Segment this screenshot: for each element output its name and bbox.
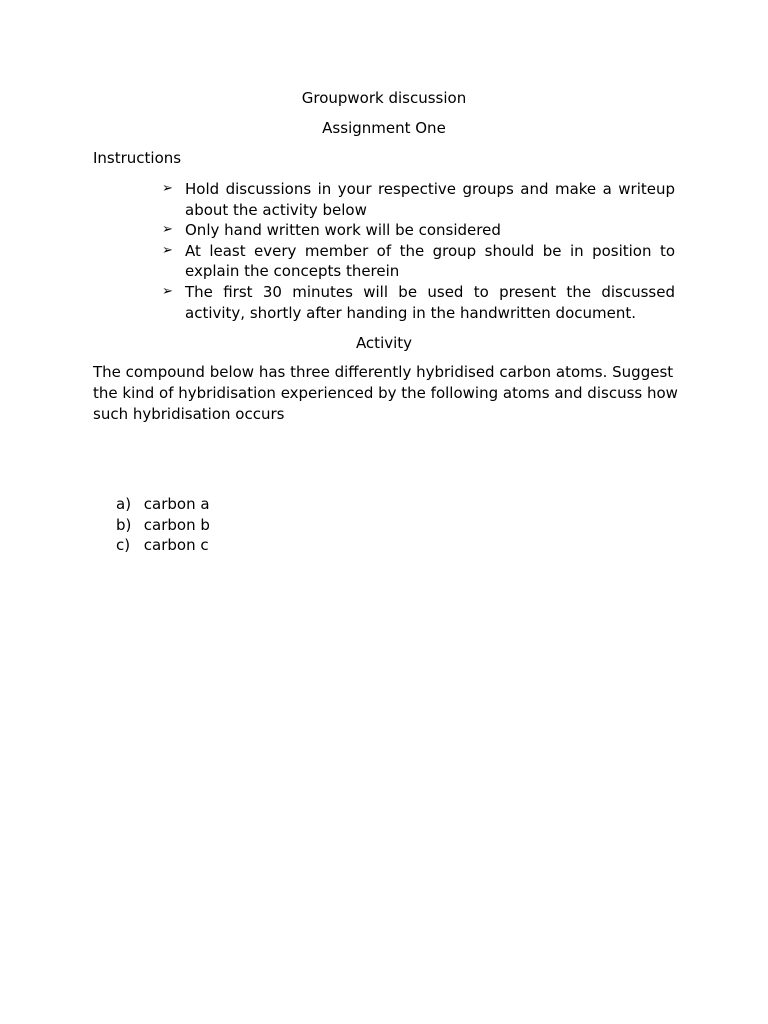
- instruction-item: [160, 282, 675, 323]
- instruction-text: Only hand written work will be considered: [185, 221, 501, 240]
- option-marker: a): [116, 495, 132, 513]
- option-item: [116, 494, 210, 515]
- option-marker: b): [116, 515, 132, 534]
- option-label: carbon b: [143, 515, 210, 534]
- instruction-item: [160, 220, 675, 241]
- arrow-bullet-icon: ➢: [162, 222, 173, 238]
- activity-description: The compound below has three differently hybridised carbon atoms. Suggest the kind of hybridisation experienced by the following atoms and discuss how such hybridisation occurs: [93, 363, 678, 424]
- arrow-bullet-icon: ➢: [162, 242, 173, 258]
- activity-heading: Activity: [355, 334, 413, 352]
- option-label: carbon a: [143, 495, 210, 513]
- document-title: Groupwork discussion: [301, 89, 467, 107]
- option-label: carbon c: [143, 536, 209, 555]
- instruction-item: [160, 179, 675, 220]
- instruction-text: At least every member of the group should be in position to explain the concepts therein: [185, 241, 675, 281]
- arrow-bullet-icon: ➢: [162, 181, 173, 196]
- assignment-subtitle: Assignment One: [322, 119, 446, 137]
- carbon-options-list: [116, 494, 210, 556]
- instructions-label: Instructions: [93, 149, 182, 167]
- instructions-list: [160, 179, 675, 323]
- option-marker: c): [116, 536, 131, 555]
- instruction-text: The first 30 minutes will be used to present the discussed activity, shortly after handing in the handwritten document.: [185, 282, 675, 322]
- instruction-item: [160, 241, 675, 282]
- option-item: [116, 515, 210, 536]
- instruction-text: Hold discussions in your respective groups and make a writeup about the activity below: [185, 180, 675, 219]
- option-item: [116, 535, 210, 556]
- arrow-bullet-icon: ➢: [162, 283, 173, 299]
